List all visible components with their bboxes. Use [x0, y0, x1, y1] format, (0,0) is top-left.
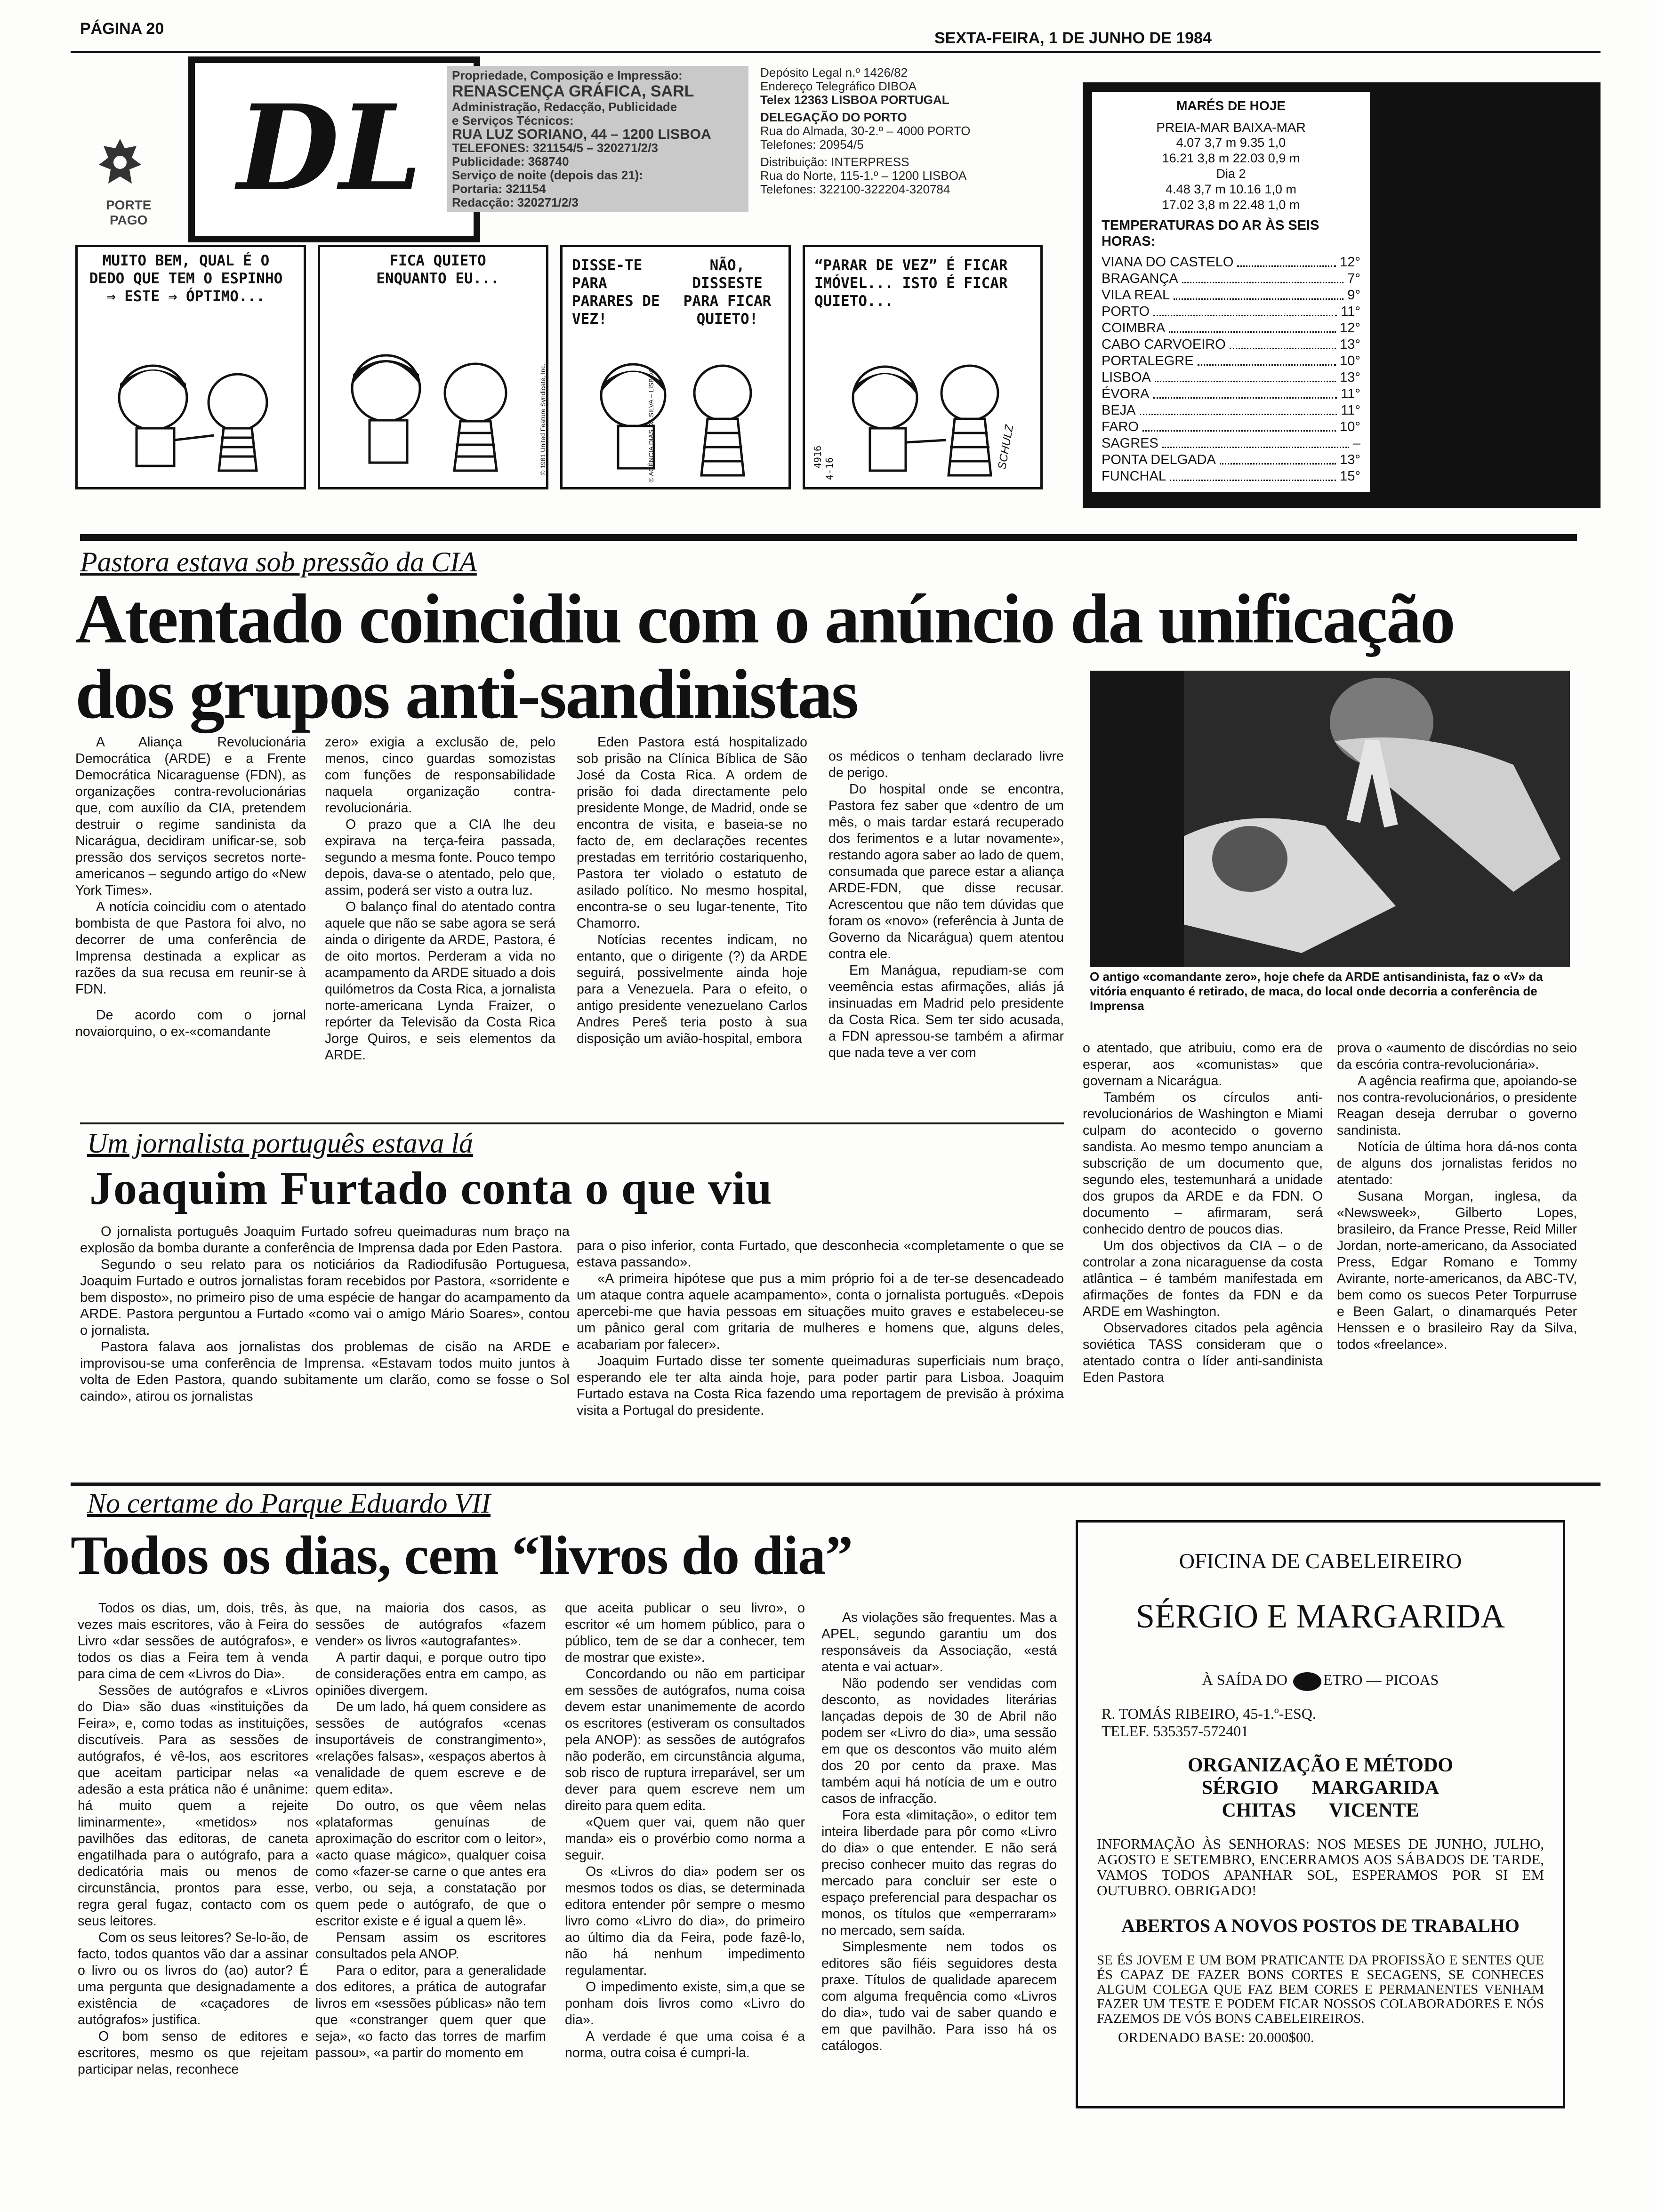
- comic-signature: SCHULZ: [996, 424, 1016, 471]
- article1-headline-2: dos grupos anti-sandinistas: [75, 655, 858, 733]
- temp-city: PONTA DELGADA: [1102, 452, 1216, 467]
- speech-bubble-1: MUITO BEM, QUAL É O DEDO QUE TEM O ESPINHO ⇒ ESTE ⇒ ÓPTIMO...: [89, 252, 283, 305]
- masthead-info-left: Propriedade, Composição e Impressão: RENASCENÇA GRÁFICA, SARL Administração, Redacção, Publicidade e Serviços Técnicos: RUA LUZ SORIANO, 44 – 1200 LISBOA TELEFONES: 321154/5 – 320271/2/3 Publicidade: 368740 Serviço de noite (depois das 21): Portaria: 321154 Redacção: 320271/2/3: [447, 66, 748, 212]
- comic-strip: [75, 245, 1045, 489]
- weather-inner: [1092, 92, 1370, 492]
- tides-lines: 4.07 3,7 m 9.35 1,0 16.21 3,8 m 22.03 0,9 m Dia 2 4.48 3,7 m 10.16 1,0 m 17.02 3,8 m 22.48 1,0 m: [1162, 136, 1300, 212]
- temp-value: 7°: [1347, 271, 1360, 286]
- leader-dots: [1237, 254, 1336, 267]
- article3-col-1: Todos os dias, um, dois, três, às vezes mais escritores, vão à Feira do Livro «dar sessões de autógrafos», e todos os dias a Feira tem à venda para cima de cem «Livros do Dia». Sessões de autógrafos e «Livros do Dia» são duas «instituições da Feira», e, como todas as instituições, discutíveis. Para as sessões de autógrafos, é vê-los, aos escritores que aceitam participar nelas «a adesão a esta prática não é unânime: há muito quem a rejeite liminarmente», «metidos» nos pavilhões das editoras, de caneta engatilhada para o autógrafo, para a dedicatória mais ou menos de circunstância, prontos para esse, regra geral fugaz, contacto com os seus leitores. Com os seus leitores? Se-lo-ão, de facto, todos quantos vão dar a assinar o livro ou os livros do (ao) autor? É uma pergunta que designadamente a existência de «caçadores de autógrafos» justifica. O bom senso de editores e escritores, mesmo os que rejeitam participar nelas, reconhece: [78, 1601, 308, 2077]
- temp-value: 12°: [1340, 321, 1360, 336]
- article3-headline: Todos os dias, cem “livros do dia”: [71, 1524, 853, 1586]
- leader-dots: [1174, 287, 1343, 300]
- comic-credit-1: © 1981 United Feature Syndicate, Inc.: [539, 363, 547, 475]
- article1-top-rule: [80, 534, 1577, 541]
- temp-city: BRAGANÇA: [1102, 271, 1178, 286]
- temp-row: [1102, 419, 1360, 435]
- hairdresser-ad: [1076, 1520, 1565, 2108]
- page-date: SEXTA-FEIRA, 1 DE JUNHO DE 1984: [934, 29, 1212, 47]
- lucy-linus-drawing: [97, 346, 294, 482]
- lucy-linus-drawing: [334, 337, 532, 482]
- temp-row: [1102, 386, 1360, 402]
- temp-row: [1102, 353, 1360, 369]
- temp-city: ÉVORA: [1102, 386, 1150, 401]
- leader-dots: [1198, 353, 1336, 366]
- article1-col-2: zero» exigia a exclusão de, pelo menos, cinco guardas somozistas com funções de responsabilidade naquela organização contra-revolucionária. O prazo que a CIA lhe deu expirava na terça-feira passada, segundo a mesma fonte. Pouco tempo depois, dava-se o atentado, pelo que, assim, poderá ser visto a outra luz. O balanço final do atentado contra aquele que não se sabe agora se será ainda o dirigente da ARDE, Pastora, é de oito mortos. Perderam a vida no acampamento da ARDE situado a dois quilómetros da Costa Rica, a jornalista norte-americana Lynda Fraizer, o repórter da Televisão da Costa Rica Jorge Quiros, e seis elementos da ARDE.: [325, 735, 555, 1063]
- leader-dots: [1220, 452, 1336, 465]
- article2-top-rule: [80, 1122, 1064, 1124]
- ad-salary: ORDENADO BASE: 20.000$00.: [1118, 2028, 1314, 2045]
- article2-col-1: O jornalista português Joaquim Furtado sofreu queimaduras num braço na explosão da bomba durante a conferência de Imprensa dada por Eden Pastora. Segundo o seu relato para os noticiários da Radiodifusão Portuguesa, Joaquim Furtado e outros jornalistas foram recebidos por Pastora, «sorridente e bem disposto», no primeiro piso de uma espécie de hangar do acampamento da ARDE. Pastora perguntou a Furtado «como vai o amigo Mário Soares», contou o jornalista. Pastora falava aos jornalistas dos problemas de cisão na ARDE e improvisou-se uma conferência de Imprensa. «Estavam todos muito juntos à volta de Eden Pastora, quando subitamente um clarão, como se fosse o Sol caindo», atirou os jornalistas: [80, 1224, 570, 1404]
- tides-title: MARÉS DE HOJE: [1176, 98, 1286, 113]
- article1-col-5: o atentado, que atribuiu, como era de esperar, aos «comunistas» que governam a Nicarágua. Também os círculos anti-revolucionários de Washington e Miami culpam do acontecido o governo sandista. Ao mesmo tempo anunciam a subscrição de um documento que, segundo eles, testemunhará a unidade dos grupos da ARDE e da FDN. O documento – afirmaram, será conhecido dentro de poucos dias. Um dos objectivos da CIA – o de controlar a zona nicaraguense da costa atlântica – é também manifestada em afirmações de fontes da FDN e da ARDE em Washington. Observadores citados pela agência soviética TASS consideram que o atentado contra o líder anti-sandinista Eden Pastora: [1083, 1041, 1323, 1385]
- ad-jobs-title: ABERTOS A NOVOS POSTOS DE TRABALHO: [1121, 1915, 1520, 1936]
- temp-row: [1102, 369, 1360, 386]
- article3-col-3: que aceita publicar o seu livro», o escritor «é um homem público, para o público, tem de se dar a conhecer, tem de mostrar que existe». Concordando ou não em participar em sessões de autógrafos, numa coisa devem estar unanimemente de acordo os escritores (estiveram os consultados pela ANOP): as sessões de autógrafos não poderão, em circunstância alguma, sob risco de ruptura irreparável, ser um dever para quem escreve nem um direito para quem edita. «Quem quer vai, quem não quer manda» eis o provérbio como norma a seguir. Os «Livros do dia» podem ser os mesmos todos os dias, se determinada editora entender pôr sempre o mesmo livro como «Livro do dia», do primeiro ao último dia da Feira, pode fazê-lo, não há nenhum impedimento regulamentar. O impedimento existe, sim,a que se ponham dois livros como «Livro do dia». A verdade é que uma coisa é a norma, outra coisa é cumpri-la.: [565, 1601, 805, 2060]
- ad-names-line-1: SÉRGIO MARGARIDA: [1201, 1777, 1440, 1799]
- crest-icon: [97, 136, 144, 188]
- temp-city: SAGRES: [1102, 436, 1158, 451]
- comic-panel-4: [803, 245, 1043, 489]
- logo-box: [188, 56, 480, 242]
- temp-city: FUNCHAL: [1102, 469, 1166, 484]
- article1-col-3: Eden Pastora está hospitalizado sob prisão na Clínica Bíblica de São José da Costa Rica. A ordem de prisão foi dada directamente pelo presidente Monge, de Madrid, onde se encontra de visita, e baseia-se no facto de, em declarações recentes prestadas em território costariquenho, Pastora ter violado o estatuto de asilado político. No mesmo hospital, encontra-se o seu lugar-tenente, Tito Chamorro. Notícias recentes indicam, no entanto, que o dirigente (?) da ARDE seguirá, possivelmente ainda hoje para a Venezuela. Para o efeito, o antigo presidente venezuelano Carlos Andres Pereš teria posto à sua disposição um avião-hospital, embora: [577, 735, 807, 1046]
- leader-dots: [1153, 304, 1337, 316]
- logo-dl: DL: [237, 79, 422, 217]
- temp-value: 10°: [1340, 353, 1360, 369]
- temp-row: [1102, 320, 1360, 337]
- page-number: PÁGINA 20: [80, 20, 164, 38]
- porte-pago: PORTE PAGO: [106, 198, 152, 227]
- comic-panel-1: [75, 245, 306, 489]
- leader-dots: [1170, 468, 1336, 481]
- temp-row: [1102, 402, 1360, 419]
- temp-city: CABO CARVOEIRO: [1102, 337, 1226, 352]
- article3-kicker: No certame do Parque Eduardo VII: [87, 1488, 491, 1519]
- temp-value: –: [1352, 436, 1360, 451]
- temp-city: FARO: [1102, 419, 1139, 434]
- leader-dots: [1155, 369, 1336, 382]
- ad-names-line-2: CHITAS VICENTE: [1222, 1799, 1419, 1821]
- temp-value: 12°: [1340, 255, 1360, 270]
- temp-city: VILA REAL: [1102, 288, 1170, 303]
- comic-panel-2: [318, 245, 548, 489]
- ad-org-line: ORGANIZAÇÃO E MÉTODO: [1188, 1754, 1453, 1776]
- temp-value: 9°: [1347, 288, 1360, 303]
- ad-address: R. TOMÁS RIBEIRO, 45-1.º-ESQ.: [1102, 1705, 1316, 1722]
- temp-row: [1102, 435, 1360, 452]
- article1-kicker: Pastora estava sob pressão da CIA: [80, 546, 477, 577]
- masthead-info-right: Depósito Legal n.º 1426/82 Endereço Telegráfico DIBOA Telex 12363 LISBOA PORTUGAL DELEGAÇÃO DO PORTO Rua do Almada, 30-2.º – 4000 PORTO Telefones: 20954/5 Distribuição: INTERPRESS Rua do Norte, 115-1.º – 1200 LISBOA Telefones: 322100-322204-320784: [760, 65, 971, 196]
- masthead: [75, 56, 1045, 245]
- leader-dots: [1153, 386, 1337, 399]
- temps-title: TEMPERATURAS DO AR ÀS SEIS HORAS:: [1102, 218, 1319, 249]
- speech-bubble-3a: DISSE-TE PARA PARARES DE VEZ!: [572, 257, 660, 328]
- metro-icon: [1293, 1672, 1321, 1691]
- temp-value: 13°: [1340, 337, 1360, 352]
- pastora-photo-caption: O antigo «comandante zero», hoje chefe da ARDE antisandinista, faz o «V» da vitória enquanto é retirado, de maca, do local onde decorria a conferência de Imprensa: [1090, 970, 1543, 1013]
- speech-bubble-2: FICA QUIETO ENQUANTO EU...: [376, 252, 499, 287]
- ad-phone: TELEF. 535357-572401: [1102, 1722, 1249, 1739]
- leader-dots: [1162, 435, 1349, 448]
- article1-col-6: prova o «aumento de discórdias no seio da escória contra-revolucionária». A agência reafirma que, apoiando-se nos contra-revolucionários, o presidente Reagan deseja derrubar o governo sandinista. Notícia de última hora dá-nos conta de alguns dos jornalistas feridos no atentado: Susana Morgan, inglesa, da «Newsweek», Gilberto Lopes, brasileiro, da France Presse, Reid Miller Jordan, norte-americano, da Associated Press, Edgar Romano e Tommy Avirante, norte-americanos, da ABC-TV, bem como os suecos Peter Torpurruse e Been Galart, o dinamarqués Peter Henssen e o brasileiro Ray da Silva, todos «freelance».: [1337, 1041, 1577, 1352]
- temp-row: [1102, 254, 1360, 271]
- article2-kicker: Um jornalista português estava lá: [87, 1128, 473, 1159]
- temp-city: PORTALEGRE: [1102, 353, 1194, 369]
- speech-bubble-3b: NÃO, DISSESTE PARA FICAR QUIETO!: [683, 257, 772, 328]
- leader-dots: [1140, 402, 1337, 415]
- temp-city: PORTO: [1102, 304, 1150, 319]
- leader-dots: [1182, 271, 1344, 283]
- temp-city: LISBOA: [1102, 370, 1151, 385]
- temp-row: [1102, 271, 1360, 287]
- ad-names: SÉRGIO E MARGARIDA: [1135, 1597, 1505, 1635]
- ad-location: À SAÍDA DO ETRO — PICOAS: [1078, 1671, 1563, 1691]
- temp-value: 13°: [1340, 370, 1360, 385]
- lucy-linus-drawing: [581, 348, 779, 485]
- leader-dots: [1169, 320, 1336, 333]
- temp-row: [1102, 452, 1360, 468]
- temp-value: 10°: [1340, 419, 1360, 434]
- article1-col-1: A Aliança Revolucionária Democrática (ARDE) e a Frente Democrática Nicaraguense (FDN), as organizações contra-revolucionárias que, com auxílio da CIA, pretendem destruir o regime sandinista da Nicarágua, decidiram unificar-se, sob pressão dos serviços secretos norte-americanos – segundo artigo do «New York Times». A notícia coincidiu com o atentado bombista de que Pastora foi alvo, no decorrer de uma conferência de Imprensa destinada a explicar as razões da sua recusa em reunir-se à FDN. De acordo com o jornal novaiorquino, o ex-«comandante: [75, 735, 306, 1039]
- temp-city: BEJA: [1102, 403, 1136, 418]
- header-rule: [71, 51, 1601, 53]
- temp-value: 11°: [1341, 386, 1360, 401]
- tides-head: PREIA-MAR BAIXA-MAR: [1156, 120, 1306, 135]
- temp-row: [1102, 337, 1360, 353]
- speech-bubble-4: “PARAR DE VEZ” É FICAR IMÓVEL... ISTO É FICAR QUIETO...: [814, 257, 1008, 310]
- comic-code-1: 4916: [812, 445, 823, 468]
- temp-city: VIANA DO CASTELO: [1102, 255, 1234, 270]
- article3-col-4: As violações são frequentes. Mas a APEL, segundo garantiu um dos responsáveis da Associação, «está atenta e vai actuar». Não podendo ser vendidas com desconto, as novidades literárias lançadas depois de 30 de Abril não podem ser «Livro do dia», uma sessão em que os descontos vão muito além dos 20 por cento da praxe. Mas também aqui há notícia de um e outro casos de infracção. Fora esta «limitação», o editor tem inteira liberdade para pôr como «Livro do dia» o que entender. E não será preciso conhecer muito das regras do mercado para concluir ser este o espaço preferencial para despachar os monos, os títulos que «emperraram» no mercado, sem saída. Simplesmente nem todos os editores são fiéis seguidores desta praxe. Títulos de qualidade aparecem com alguma frequência como «Livros do dia», tudo vai de saber quando e em que pavilhão. Para isso há os catálogos.: [821, 1610, 1057, 2053]
- article1-col-4: os médicos o tenham declarado livre de perigo. Do hospital onde se encontra, Pastora fez saber que «dentro de um mês, o mais tardar estará recuperado dos ferimentos e a lutar novamente», restando agora saber ao lado de quem, consumada que parece estar a aliança ARDE-FDN, que disse recusar. Acrescentou que não tem dúvidas que foram os «novo» (referência à Junta de Governo da Nicarágua) quem atentou contra ele. Em Manágua, repudiam-se com veemência estas afirmações, aliás já insinuadas em Madrid pelo presidente da Costa Rica. Sem ter sido acusada, a FDN apressou-se também a afirmar que nada teve a ver com: [828, 749, 1064, 1060]
- article2-headline: Joaquim Furtado conta o que viu: [89, 1162, 772, 1214]
- temp-row: [1102, 468, 1360, 485]
- temp-value: 11°: [1341, 403, 1360, 418]
- temp-city: COIMBRA: [1102, 321, 1166, 336]
- pastora-photo: [1090, 671, 1570, 967]
- article1-headline-1: Atentado coincidiu com o anúncio da unificação: [75, 580, 1454, 658]
- temps-list: [1102, 254, 1360, 485]
- comic-panel-3: [560, 245, 791, 489]
- leader-dots: [1142, 419, 1336, 432]
- temp-row: [1102, 304, 1360, 320]
- comic-code-2: 4-16: [824, 457, 835, 480]
- article2-col-2: para o piso inferior, conta Furtado, que desconhecia «completamente o que se estava passando». «A primeira hipótese que pus a mim próprio foi a de ter-se desencadeado um ataque contra aquele acampamento», conta o jornalista português. «Depois apercebi-me que havia pessoas em situações muito graves e estabeleceu-se um pânico geral com gritaria de mulheres e homens que, alguns deles, acabariam por falecer». Joaquim Furtado disse ter somente queimaduras superficiais num braço, esperando ele ter alta ainda hoje, para poder partir para Lisboa. Joaquim Furtado estava na Costa Rica fazendo uma reportagem de previsão à próxima visita a Portugal do presidente.: [577, 1238, 1064, 1418]
- temp-value: 15°: [1340, 469, 1360, 484]
- weather-box: [1083, 82, 1601, 508]
- ad-title: OFICINA DE CABELEIREIRO: [1179, 1549, 1462, 1573]
- article3-col-2: que, na maioria dos casos, as sessões de autógrafos «fazem vender» os livros «autografantes». A partir daqui, e porque outro tipo de considerações entra em campo, as opiniões divergem. De um lado, há quem considere as sessões de autógrafos «cenas insuportáveis de constrangimento», «relações falsas», «espaços abertos à venalidade de quem escreve e de quem edita». Do outro, os que vêem nelas «plataformas genuínas de aproximação do escritor com o leitor», «acto quase mágico», qualquer coisa como «fazer-se carne o que antes era verbo, ou seja, a constatação por quem pede o autógrafo, de que o escritor existe e é igual a quem lê». Pensam assim os escritores consultados pela ANOP. Para o editor, para a generalidade dos editores, a prática de autografar livros em «sessões públicas» não tem que «constranger quem quer que seja», «o facto das torres de marfim passou», «a partir do momento em: [315, 1601, 546, 2060]
- ad-jobs-text: SE ÉS JOVEM E UM BOM PRATICANTE DA PROFISSÃO E SENTES QUE ÉS CAPAZ DE FAZER BONS CORTES E SECAGENS, SE CONHECES ALGUM COLEGA QUE FAZ BEM CORES E PERMANENTES VENHAM FAZER UM TESTE E PODEM FICAR NOSSOS COLABORADORES E NÓS FAZEMOS DE VÓS BONS CABELEIREIROS.: [1097, 1952, 1544, 2026]
- leader-dots: [1230, 337, 1336, 349]
- temp-value: 13°: [1340, 452, 1360, 467]
- ad-notice: INFORMAÇÃO ÀS SENHORAS: NOS MESES DE JUNHO, JULHO, AGOSTO E SETEMBRO, ENCERRAMOS AOS SÁBADOS DE TARDE, VAMOS TODOS APANHAR SOL, ESPERAMOS POR SI EM OUTUBRO. OBRIGADO!: [1097, 1835, 1544, 1899]
- comic-credit-2: © AGÊNCIA DIAS DA SILVA – LISBOA: [647, 369, 655, 482]
- article3-top-rule: [71, 1483, 1601, 1486]
- temp-value: 11°: [1341, 304, 1360, 319]
- temp-row: [1102, 287, 1360, 304]
